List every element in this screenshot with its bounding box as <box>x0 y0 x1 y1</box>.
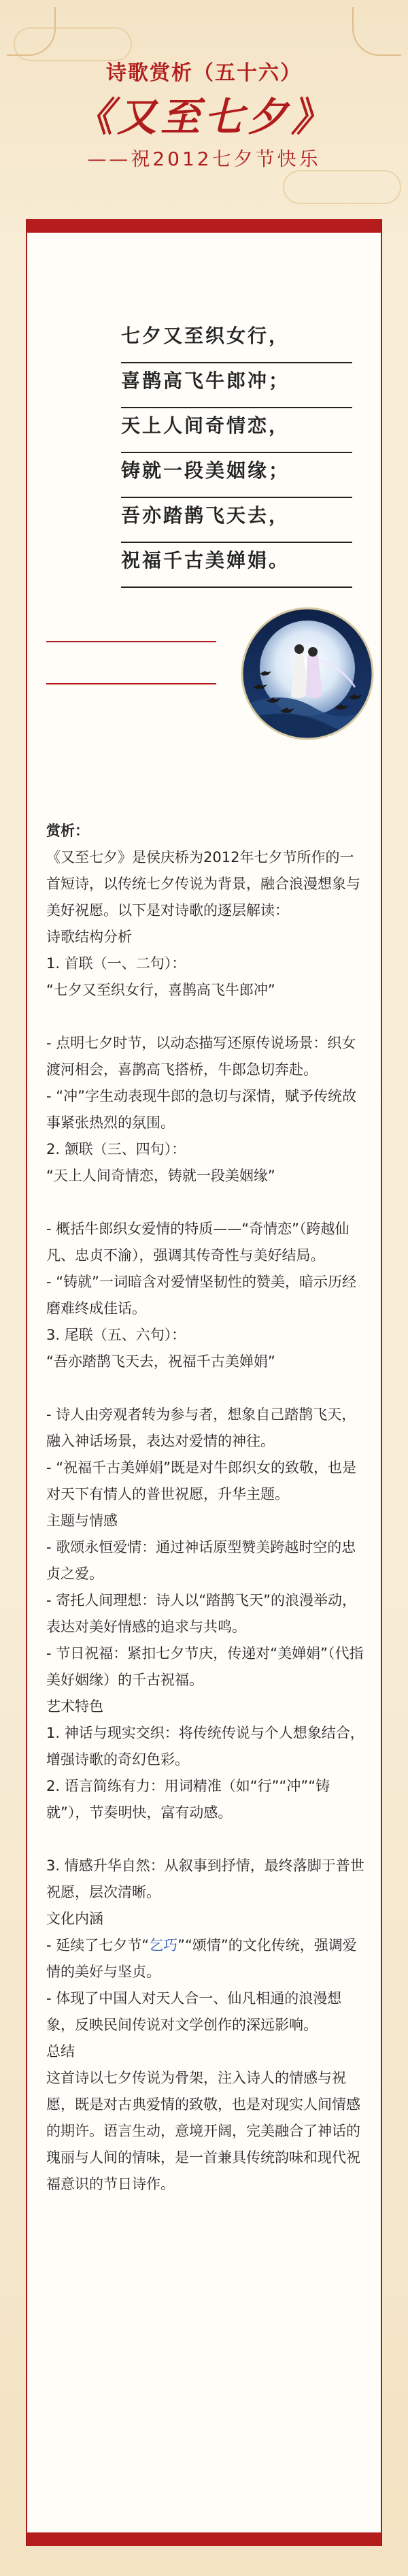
qiqiao-link[interactable]: 乞巧 <box>149 1937 178 1953</box>
poem-line: 铸就一段美姻缘； <box>121 453 352 498</box>
section-heading: 总结 <box>46 2043 75 2060</box>
structure-item-point: - “祝福千古美婵娟”既是对牛郎织女的致敬，也是对天下有情人的普世祝愿，升华主题。 <box>46 1459 357 1502</box>
theme-item: - 歌颂永恒爱情：通过神话原型赞美跨越时空的忠贞之爱。 <box>46 1539 356 1582</box>
corner-ornament-icon <box>352 7 401 56</box>
card-bottom-border <box>27 2532 381 2546</box>
section-heading: 艺术特色 <box>46 1698 103 1715</box>
poem-line: 祝福千古美婵娟。 <box>121 543 352 588</box>
cloud-ornament-icon <box>283 170 401 204</box>
art-item: 2. 语言简练有力：用词精准（如“行”“冲”“铸就”），节奏明快，富有动感。 <box>46 1778 330 1821</box>
tagline: ——祝2012七夕节快乐 <box>87 148 321 170</box>
structure-item-point: - 点明七夕时节，以动态描写还原传说场景：织女渡河相会，喜鹊高飞搭桥，牛郎急切奔赴。 <box>46 1035 356 1078</box>
series-title: 诗歌赏析（五十六） <box>106 61 302 85</box>
article-body <box>46 818 367 2198</box>
poem <box>121 318 352 588</box>
section-heading: 诗歌结构分析 <box>46 929 132 945</box>
culture-text: - 延续了七夕节“ <box>46 1937 150 1953</box>
section-heading: 主题与情感 <box>46 1513 118 1529</box>
structure-item-point: - 诗人由旁观者转为参与者，想象自己踏鹊飞天，融入神话场景，表达对爱情的神往。 <box>46 1406 356 1449</box>
article-intro: 《又至七夕》是侯庆桥为2012年七夕节所作的一首短诗，以传统七夕传说为背景，融合浪漫想象与美好祝愿。以下是对诗歌的逐层解读： <box>46 849 360 919</box>
theme-item: - 节日祝福：紧扣七夕节庆，传递对“美婵娟”（代指美好姻缘）的千古祝福。 <box>46 1645 364 1688</box>
structure-item-title: 3. 尾联（五、六句）： <box>46 1327 186 1343</box>
structure-item-point: - “铸就”一词暗含对爱情坚韧性的赞美，暗示历经磨难终成佳话。 <box>46 1274 357 1317</box>
structure-item-title: 1. 首联（一、二句）： <box>46 955 186 972</box>
art-item: 3. 情感升华自然：从叙事到抒情，最终落脚于普世祝愿，层次清晰。 <box>46 1857 364 1900</box>
structure-item-title: 2. 颔联（三、四句）： <box>46 1141 186 1157</box>
poem-line: 喜鹊高飞牛郎冲； <box>121 363 352 408</box>
poem-line: 天上人间奇情恋， <box>121 408 352 453</box>
article-heading: 赏析： <box>46 823 89 839</box>
culture-item <box>46 1932 367 1985</box>
section-heading: 文化内涵 <box>46 1911 103 1927</box>
culture-text: ”“颂情”的文化传统，强调爱情的美好与坚贞。 <box>46 1937 357 1980</box>
structure-item-point: - 概括牛郎织女爱情的特质——“奇情恋”（跨越仙凡、忠贞不渝），强调其传奇性与美好结局。 <box>46 1221 350 1264</box>
qixi-couple-on-magpie-bridge-illustration <box>239 606 375 742</box>
structure-item-point: - “冲”字生动表现牛郎的急切与深情，赋予传统故事紧张热烈的氛围。 <box>46 1088 357 1131</box>
structure-item-quote: “吾亦踏鹊飞天去，祝福千古美婵娟” <box>46 1353 275 1370</box>
poem-line: 七夕又至织女行， <box>121 318 352 363</box>
poem-line: 吾亦踏鹊飞天去， <box>121 498 352 543</box>
card-top-border <box>27 219 381 233</box>
culture-item: - 体现了中国人对天人合一、仙凡相通的浪漫想象，反映民间传说对文学创作的深远影响。 <box>46 1990 342 2033</box>
divider-line <box>46 641 216 642</box>
structure-item-quote: “七夕又至织女行，喜鹊高飞牛郎冲” <box>46 982 275 998</box>
divider-line <box>46 683 216 684</box>
theme-item: - 寄托人间理想：诗人以“踏鹊飞天”的浪漫举动，表达对美好情感的追求与共鸣。 <box>46 1592 357 1635</box>
page-title: 《又至七夕》 <box>73 94 335 140</box>
header <box>0 0 408 204</box>
art-item: 1. 神话与现实交织：将传统传说与个人想象结合，增强诗歌的奇幻色彩。 <box>46 1725 364 1768</box>
summary-text: 这首诗以七夕传说为骨架，注入诗人的情感与祝愿，既是对古典爱情的致敬，也是对现实人间情感的期许。语言生动，意境开阔，完美融合了神话的瑰丽与人间的情味，是一首兼具传统韵味和现代祝福意识的节日诗作。 <box>46 2070 360 2192</box>
structure-item-quote: “天上人间奇情恋，铸就一段美姻缘” <box>46 1168 275 1184</box>
content-card <box>26 219 382 2546</box>
